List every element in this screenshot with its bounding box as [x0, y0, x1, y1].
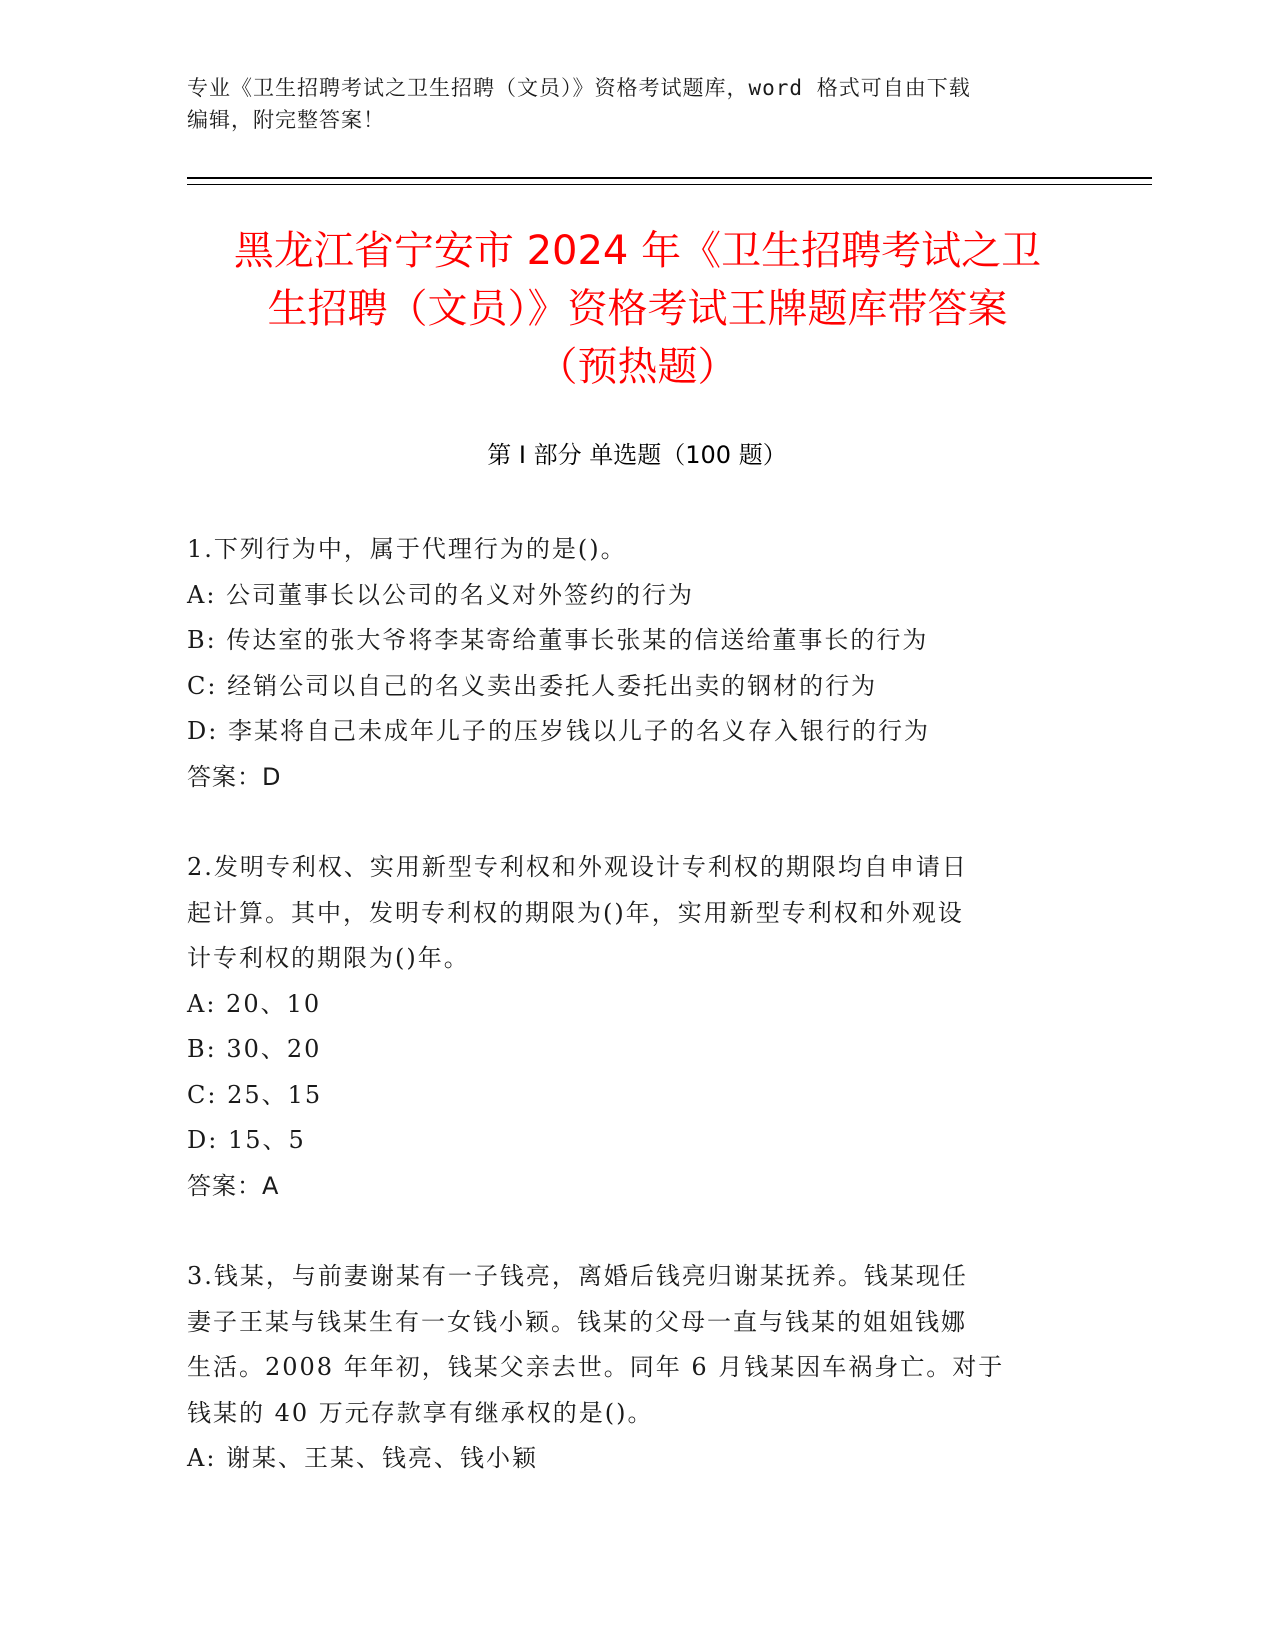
question-stem-line: 生活。2008 年年初，钱某父亲去世。同年 6 月钱某因车祸身亡。对于: [187, 1353, 1005, 1381]
question-stem-line: 3.钱某，与前妻谢某有一子钱亮，离婚后钱亮归谢某抚养。钱某现任: [187, 1262, 968, 1290]
question-stem-line: 妻子王某与钱某生有一女钱小颖。钱某的父母一直与钱某的姐姐钱娜: [187, 1307, 967, 1336]
question-list: [187, 527, 1067, 1482]
question-3: [187, 1254, 1067, 1482]
title-line-1: 黑龙江省宁安市 2024 年《卫生招聘考试之卫: [233, 228, 1042, 274]
option-b: B: 30、20: [187, 1035, 322, 1063]
question-stem-line: 计专利权的期限为()年。: [187, 944, 470, 972]
option-a: A: 谢某、王某、钱亮、钱小颖: [187, 1444, 539, 1472]
question-stem-line: 1.下列行为中，属于代理行为的是()。: [187, 535, 627, 563]
title-line-2: 生招聘（文员）》资格考试王牌题库带答案: [267, 286, 1008, 332]
option-c: C: 经销公司以自己的名义卖出委托人委托出卖的钢材的行为: [187, 671, 878, 700]
question-stem-line: 钱某的 40 万元存款享有继承权的是()。: [187, 1398, 654, 1427]
question-2: [187, 845, 1067, 1209]
option-a: A: 20、10: [187, 989, 322, 1018]
question-stem-line: 起计算。其中，发明专利权的期限为()年，实用新型专利权和外观设: [187, 898, 964, 927]
title-line-3: （预热题）: [537, 344, 738, 390]
question-1: [187, 527, 1067, 800]
header-divider-thick: [187, 177, 1152, 179]
option-b: B: 传达室的张大爷将李某寄给董事长张某的信送给董事长的行为: [187, 626, 929, 654]
header-note-line-2: 编辑，附完整答案！: [187, 108, 385, 132]
header-divider-thin: [187, 184, 1152, 185]
option-c: C: 25、15: [187, 1080, 323, 1109]
option-d: D: 15、5: [187, 1126, 306, 1154]
question-stem-line: 2.发明专利权、实用新型专利权和外观设计专利权的期限均自申请日: [187, 853, 968, 881]
header-note-line-1: 专业《卫生招聘考试之卫生招聘（文员）》资格考试题库，word 格式可自由下载: [187, 76, 971, 100]
option-a: A: 公司董事长以公司的名义对外签约的行为: [187, 580, 695, 609]
answer-line: 答案：A: [187, 1171, 280, 1200]
answer-line: 答案：D: [187, 762, 282, 791]
header-note: [187, 72, 1087, 136]
section-heading: 第 I 部分 单选题（100 题）: [487, 441, 787, 469]
option-d: D: 李某将自己未成年儿子的压岁钱以儿子的名义存入银行的行为: [187, 717, 930, 745]
document-title: [150, 222, 1125, 396]
